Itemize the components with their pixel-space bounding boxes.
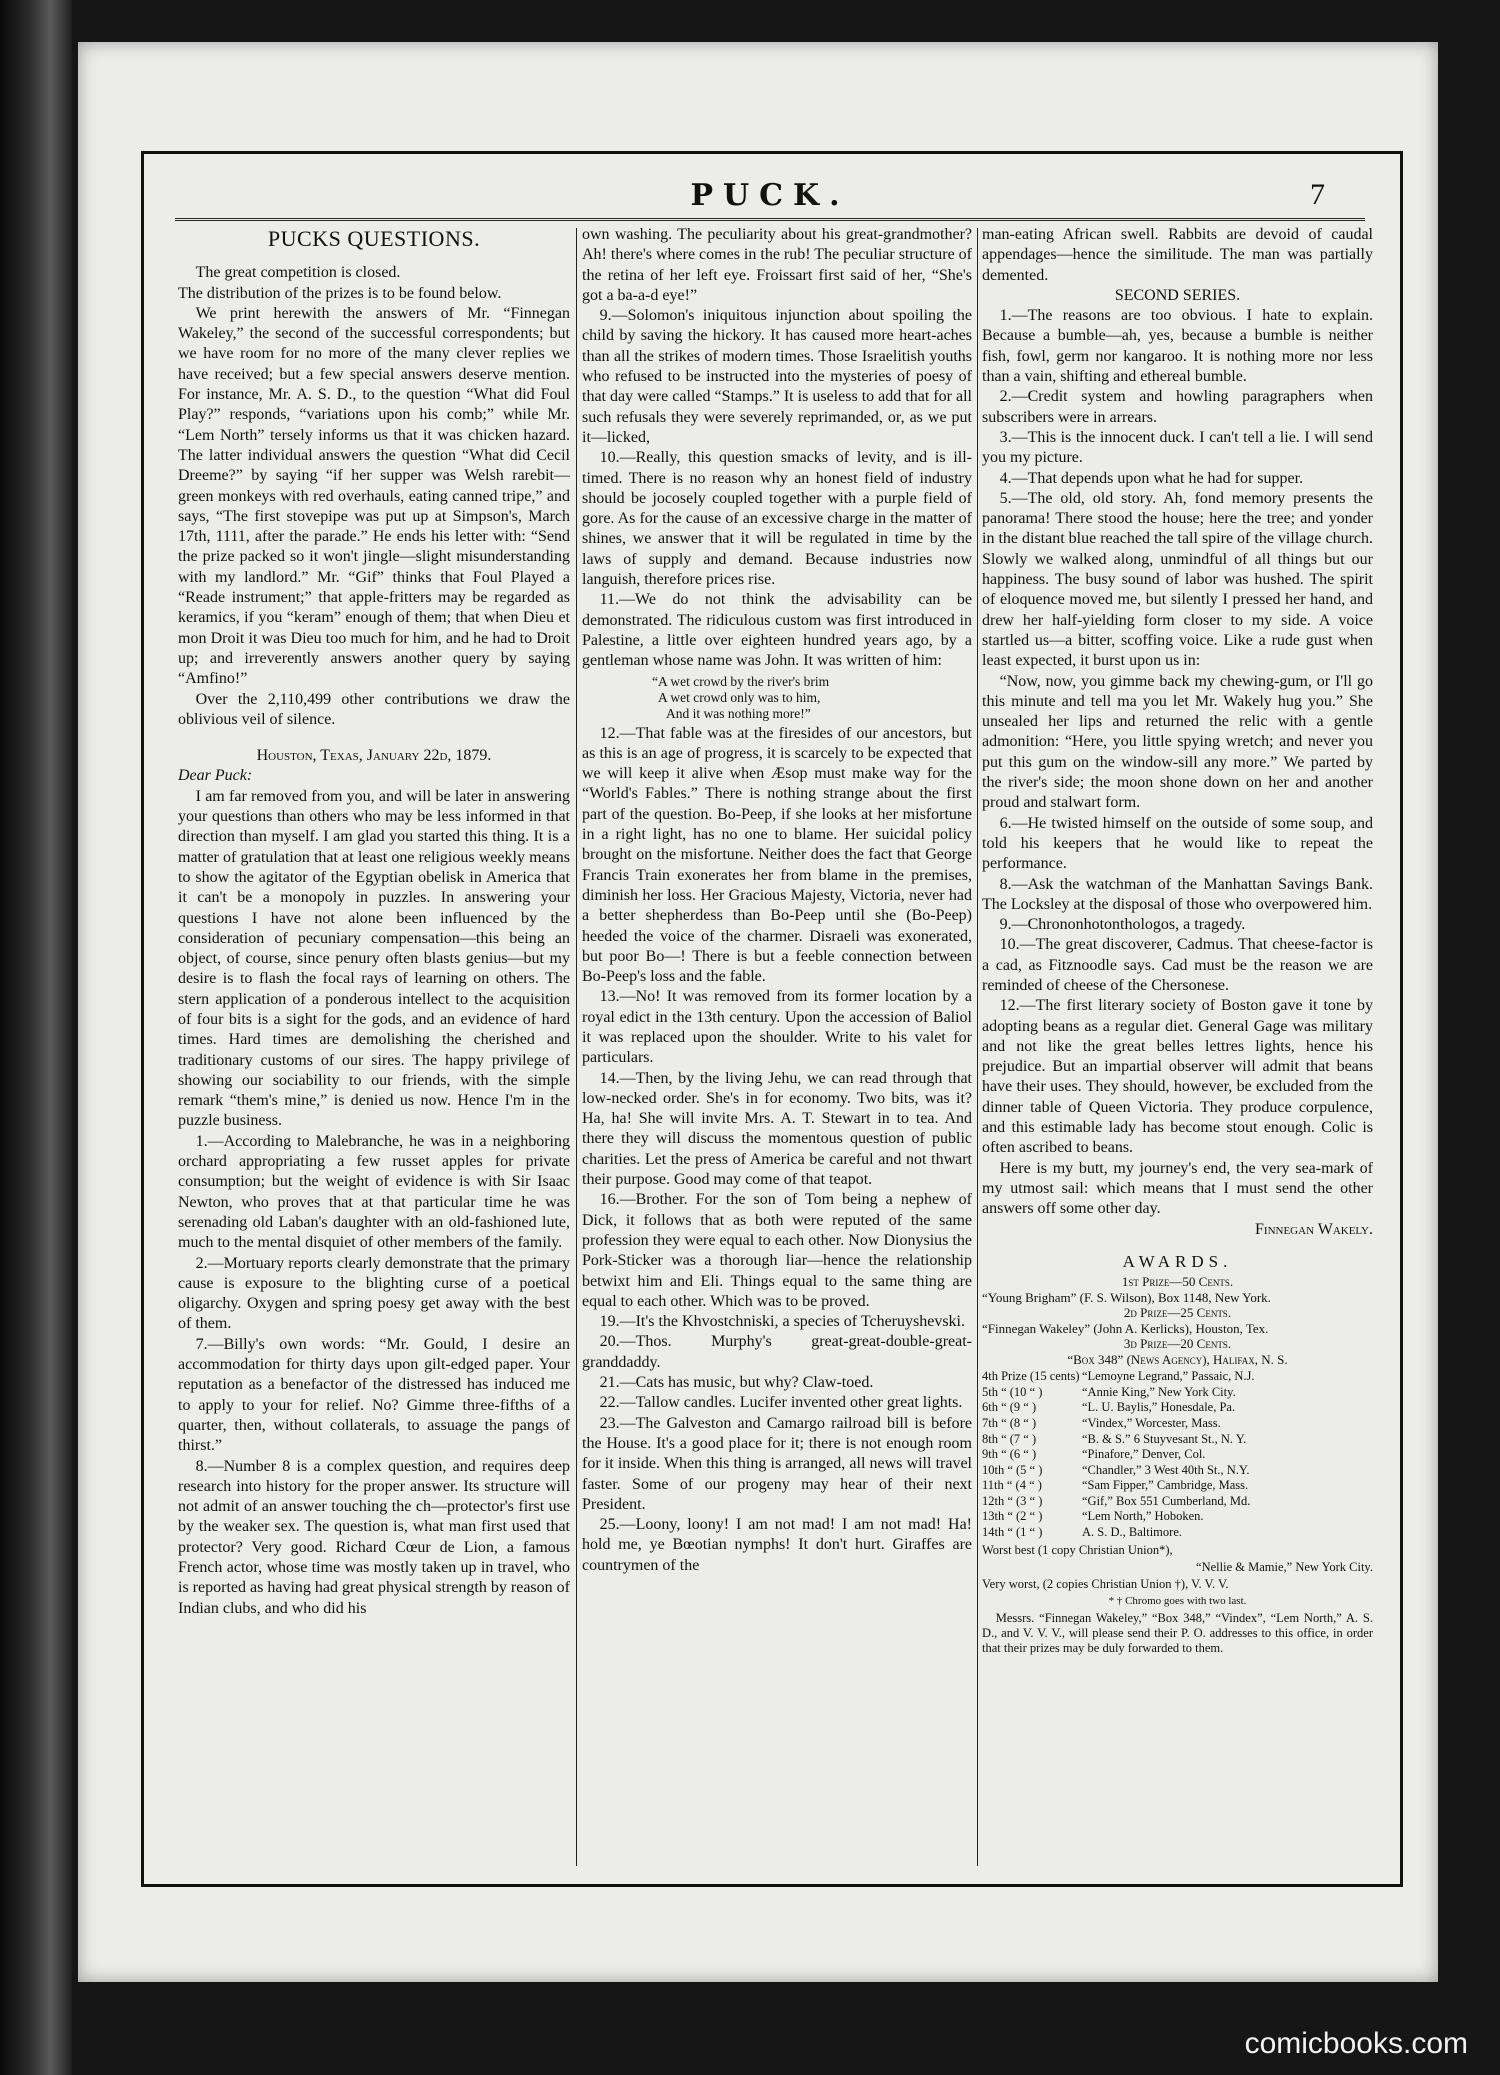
award-place: 11th “ (4 “ ) [982, 1478, 1042, 1493]
award-row [982, 1478, 1373, 1494]
paragraph: 1.—The reasons are too obvious. I hate to explain. Because a bumble—ah, yes, because a bumble is neither fish, fowl, germ nor kangaroo. It is nothing more nor less than a vain, shifting and ethereal bumble. [982, 307, 1373, 386]
paragraph: 10.—The great discoverer, Cadmus. That cheese-factor is a cad, as Fitznoodle says. Cad must be the reason we are reminded of cheese of the Chersonese. [982, 936, 1373, 994]
award-place: 6th “ (9 “ ) [982, 1400, 1037, 1415]
paragraph: own washing. The peculiarity about his great-grandmother? Ah! there's where comes in the rub! The peculiar structure of the retina of her left eye. Froissart first said of her, “She's got a ba-a-d eye!” [582, 226, 972, 304]
paragraph: Over the 2,110,499 other contributions we draw the oblivious veil of silence. [178, 690, 570, 728]
award-name: “Pinafore,” Denver, Col. [1082, 1447, 1206, 1462]
award-winner: “Young Brigham” (F. S. Wilson), Box 1148, New York. [982, 1289, 1271, 1305]
award-name: “Annie King,” New York City. [1082, 1384, 1236, 1399]
paragraph: 16.—Brother. For the son of Tom being a nephew of Dick, it follows that as both were reputed of the same profession they were equal to each other. Now Dionysius the Pork-Sticker was a thorough liar—hence the relationship betwixt him and Eli. Things equal to the same thing are equal to each other. Which was to be proved. [582, 1191, 972, 1310]
article-heading: PUCKS QUESTIONS. [267, 226, 481, 251]
signature: Finnegan Wakely. [1255, 1220, 1373, 1238]
award-row [982, 1463, 1373, 1479]
award-name: A. S. D., Baltimore. [1082, 1525, 1182, 1540]
paragraph: 21.—Cats has music, but why? Claw-toed. [599, 1374, 874, 1392]
paragraph: The great competition is closed. [195, 264, 401, 282]
paragraph: 4.—That depends upon what he had for supper. [999, 469, 1304, 487]
award-winner: “Finnegan Wakeley” (John A. Kerlicks), Houston, Tex. [982, 1320, 1269, 1336]
award-row [982, 1416, 1373, 1432]
paragraph: 9.—Chrononhotonthologos, a tragedy. [999, 916, 1246, 934]
paragraph: 1.—According to Malebranche, he was in a neighboring orchard appropriating a few russet apples for private consumption; but the weight of evidence is with Sir Isaac Newton, who proves that at that particular time he was serenading old Laban's daughter with an old-fashioned lute, much to the mental disquiet of other members of the family. [178, 1132, 570, 1252]
verse-line: And it was nothing more!” [666, 705, 811, 721]
masthead [175, 174, 1365, 221]
paragraph: 8.—Ask the watchman of the Manhattan Savings Bank. The Locksley at the disposal of those who overpowered him. [982, 875, 1373, 913]
paragraph: 7.—Billy's own words: “Mr. Gould, I desire an accommodation for thirty days upon gilt-edged paper. Your reputation as a benefactor of the distressed has induced me to apply to your for relief. No? Gimme three-fifths of a quarter, then, without collaterals, to assuage the pangs of thirst.” [178, 1335, 570, 1455]
paragraph: “Now, now, you gimme back my chewing-gum, or I'll go this minute and tell ma you let Mr. Wakely hug you.” She unsealed her lips and returned the relic with a gentle admonition: “Here, you little spying wretch; and never you put this gum on the window-sill any more.” We parted by the river's side; the moon shone down on her and another proud and stalwart form. [982, 672, 1373, 812]
award-name: “B. & S.” 6 Stuyvesant St., N. Y. [1082, 1431, 1247, 1446]
award-row [982, 1525, 1373, 1541]
award-very-worst: Very worst, (2 copies Christian Union †), V. V. V. [982, 1576, 1229, 1591]
paragraph: 2.—Credit system and howling paragraphers when subscribers were in arrears. [982, 388, 1373, 426]
paragraph: 6.—He twisted himself on the outside of some soup, and told his keepers that he would like to repeat the performance. [982, 814, 1373, 873]
paragraph: 19.—It's the Khvostchniski, a species of Tcheruyshevski. [599, 1313, 965, 1331]
paragraph: 20.—Thos. Murphy's great-great-double-great-granddaddy. [582, 1333, 972, 1371]
paragraph: 12.—The first literary society of Boston gave it tone by adopting beans as a regular diet. General Gage was military and not like the great belles lettres lights, hence his prejudice. But an impartial observer will admit that beans have their uses. They should, however, be excluded from the dinner table of Queen Victoria. They produce corpulence, and this estimable lady has become stout enough. Colic is often ascribed to beans. [982, 997, 1373, 1157]
paragraph: 22.—Tallow candles. Lucifer invented other great lights. [599, 1394, 963, 1412]
paragraph: 8.—Number 8 is a complex question, and requires deep research into history for the proper answer. Its structure will not admit of an answer touching the ch—protector's first use by the weaker sex. The question is, what man first used that protector? Very good. Richard Cœur de Lion, a famous French actor, whose time was mostly taken up in travel, who is reported as having had great physical strength by reason of Indian clubs, and who did his [178, 1457, 570, 1617]
award-winner: “Box 348” (News Agency), Halifax, N. S. [1067, 1351, 1288, 1367]
site-watermark: comicbooks.com [1244, 2027, 1468, 2060]
award-list [982, 1369, 1373, 1541]
award-name: “Vindex,” Worcester, Mass. [1082, 1415, 1221, 1430]
award-prize: 1st Prize—50 Cents. [1121, 1274, 1234, 1290]
award-name: “Sam Fipper,” Cambridge, Mass. [1082, 1478, 1249, 1493]
dateline: Houston, Texas, January 22d, 1879. [256, 747, 492, 765]
paragraph: 13.—No! It was removed from its former location by a royal edict in the 13th century. Upon the accession of Baliol it was replaced upon the shoulder. Write to his valet for particulars. [582, 988, 972, 1067]
paragraph: 2.—Mortuary reports clearly demonstrate that the primary cause is exposure to the blighting curse of a poetical oligarchy. Oxygen and spring poesy get away with the best of them. [178, 1254, 570, 1333]
salutation: Dear Puck: [178, 767, 253, 785]
award-place: 8th “ (7 “ ) [982, 1431, 1037, 1446]
paragraph: 12.—That fable was at the firesides of our ancestors, but as this is an age of progress, it is scarcely to be expected that we will keep it alive when Æsop must make way for the “World's Fables.” There is nothing strange about the first part of the question. Bo-Peep, if she looks at her misfortune in a right light, has no one to blame. Her suicidal policy brought on the misfortune. Neither does the fact that George Francis Train exonerates her from blame in the premises, diminish her loss. Her Gracious Majesty, Victoria, never had a better shepherdess than Bo-Peep until she (Bo-Peep) heeded the voice of the charmer. Disraeli was exonerated, but poor Bo—! There is but a feeble connection between Bo-Peep's loss and the fable. [582, 724, 972, 986]
scan-edge [0, 0, 72, 2075]
award-row [982, 1432, 1373, 1448]
award-prize: 2d Prize—25 Cents. [1123, 1305, 1232, 1321]
award-name: “L. U. Baylis,” Honesdale, Pa. [1082, 1400, 1236, 1415]
column-3 [982, 225, 1373, 1875]
paragraph: Here is my butt, my journey's end, the very sea-mark of my utmost sail: which means that I must send the other answers off some other day. [982, 1159, 1373, 1218]
awards-heading: AWARDS. [1122, 1251, 1233, 1271]
verse-line: “A wet crowd by the river's brim [652, 673, 830, 689]
paragraph: 9.—Solomon's iniquitous injunction about spoiling the child by saving the hickory. It has caused more heart-aches than all the strikes of modern times. Those Israelitish youths who refused to be instructed into the mysteries of poesy of that day were called “Stamps.” It is useless to add that for all such refusals they were severely reprimanded, or, as we put it—licked, [582, 307, 972, 446]
verse [652, 674, 972, 722]
verse-line: A wet crowd only was to him, [658, 689, 821, 705]
paragraph: 10.—Really, this question smacks of levity, and is ill-timed. There is no reason why an honest field of industry should be jocosely coupled together with a purple field of gore. As for the cause of an excessive charge in the matter of shines, we answer that it will be regulated in time by the laws of supply and demand. Because industries now languish, therefore prices rise. [582, 449, 972, 589]
paragraph: 11.—We do not think the advisability can be demonstrated. The ridiculous custom was first introduced in Palestine, a little over eighteen hundred years ago, by a gentleman whose name was John. It was written of him: [582, 591, 972, 670]
column-rule [576, 228, 577, 1866]
award-name: “Lemoyne Legrand,” Passaic, N.J. [1082, 1369, 1255, 1384]
paragraph: I am far removed from you, and will be later in answering your questions than others who may be less informed in that direction than myself. I am glad you started this thing. It is a matter of gratulation that at least one religious weekly means to show the agitator of the Egyptian obelisk in America that it can't be a monopoly in puzzles. In answering your questions I have not alone been influenced by the consideration of pecuniary compensation—this being an object, of course, since penury often blasts genius—but my desire is to flash the focal rays of learning on others. The stern application of a ponderous intellect to the acquisition of four bits is a sight for the gods, and an evidence of hard times. Hard times are demolishing the cherished and traditionary customs of our sires. The happy privilege of showing our sociability to our friends, with the simple remark “them's mine,” is denied us now. Hence I'm in the puzzle business. [178, 787, 570, 1130]
award-row [982, 1369, 1373, 1385]
section-heading: SECOND SERIES. [1114, 286, 1241, 304]
award-place: 9th “ (6 “ ) [982, 1447, 1037, 1462]
column-2 [582, 225, 972, 1875]
paragraph: 23.—The Galveston and Camargo railroad bill is before the House. It's a good place for it; there is not enough room for it inside. When this thing is arranged, all news will travel faster. Some of our progeny may hear of their next President. [582, 1414, 972, 1513]
award-name: “Chandler,” 3 West 40th St., N.Y. [1082, 1462, 1250, 1477]
publication-title: PUCK. [690, 178, 850, 213]
column-rule [977, 228, 978, 1866]
award-row [982, 1447, 1373, 1463]
page-number: 7 [1310, 178, 1325, 211]
paragraph: 5.—The old, old story. Ah, fond memory presents the panorama! There stood the house; here the tree; and yonder in the distant blue reached the tall spire of the village church. Slowly we walked along, unmindful of all things but our happiness. The busy sound of labor was hushed. The spirit of eloquence moved me, but silently I pressed her hand, and drew her half-yielding form closer to my side. A voice startled us—a bitter, scoffing voice. Like a rude gust when least expected, it burst upon us in: [982, 489, 1373, 670]
paragraph: 25.—Loony, loony! I am not mad! I am not mad! Ha! hold me, ye Bœotian nymphs! It don't hurt. Giraffes are countrymen of the [582, 1516, 972, 1574]
paragraph: 14.—Then, by the living Jehu, we can read through that low-necked order. She's in for economy. Two bits, was it? Ha, ha! She will invite Mrs. A. T. Stewart in to tea. And there they will discuss the momentous question of public charities. Let the press of America be careful and not thwart their purpose. Good may come of that teapot. [582, 1069, 972, 1189]
award-row [982, 1400, 1373, 1416]
award-footnote: * † Chromo goes with two last. [1108, 1594, 1247, 1607]
award-row [982, 1494, 1373, 1510]
paragraph: 3.—This is the innocent duck. I can't tell a lie. I will send you my picture. [982, 428, 1373, 467]
award-place: 14th “ (1 “ ) [982, 1525, 1043, 1540]
column-1 [178, 225, 570, 1875]
award-worst-best-winner: “Nellie & Mamie,” New York City. [1196, 1559, 1373, 1574]
paragraph: We print herewith the answers of Mr. “Finnegan Wakeley,” the second of the successful correspondents; but we have room for no more of the many clever replies we have received; but a few special answers deserve mention. For instance, Mr. A. S. D., to the question “What did Foul Play?” responds, “variations upon his comb;” while Mr. “Lem North” tersely informs us that it was chicken hazard. The latter individual answers the question “What did Cecil Dreeme?” by saying “if her supper was Welsh rarebit—green monkeys with red overhauls, eating canned tripe,” and says, “The first stovepipe was put up at Simpson's, March 17th, 1111, after the parade.” He ends his letter with: “Send the prize packed so it won't jingle—slight misunderstanding with my landlord.” Mr. “Gif” thinks that Foul Played a “Reade instrument;” that apple-fritters may be regarded as keramics, if you “keram” enough of them; that when Dieu et mon Droit it was Dieu too much for him, and he had to Droit up; and irreverently answers another query by saying “Amfino!” [178, 304, 570, 688]
award-place: 7th “ (8 “ ) [982, 1415, 1037, 1430]
paragraph: The distribution of the prizes is to be found below. [178, 284, 502, 302]
award-place: 5th “ (10 “ ) [982, 1384, 1043, 1399]
award-place: 12th “ (3 “ ) [982, 1493, 1043, 1508]
award-row [982, 1509, 1373, 1525]
award-place: 4th Prize (15 cents) [982, 1369, 1080, 1384]
award-prize: 3d Prize—20 Cents. [1123, 1336, 1232, 1352]
award-worst-best: Worst best (1 copy Christian Union*), [982, 1542, 1173, 1557]
paragraph: man-eating African swell. Rabbits are devoid of caudal appendages—hence the similitude. The man was partially demented. [982, 226, 1373, 284]
award-name: “Lem North,” Hoboken. [1082, 1509, 1204, 1524]
award-row [982, 1385, 1373, 1401]
award-place: 13th “ (2 “ ) [982, 1509, 1043, 1524]
award-name: “Gif,” Box 551 Cumberland, Md. [1082, 1493, 1251, 1508]
award-closing-note: Messrs. “Finnegan Wakeley,” “Box 348,” “Vindex”, “Lem North,” A. S. D., and V. V. V., will please send their P. O. addresses to this office, in order that their prizes may be duly forwarded to them. [982, 1610, 1373, 1655]
award-place: 10th “ (5 “ ) [982, 1462, 1043, 1477]
